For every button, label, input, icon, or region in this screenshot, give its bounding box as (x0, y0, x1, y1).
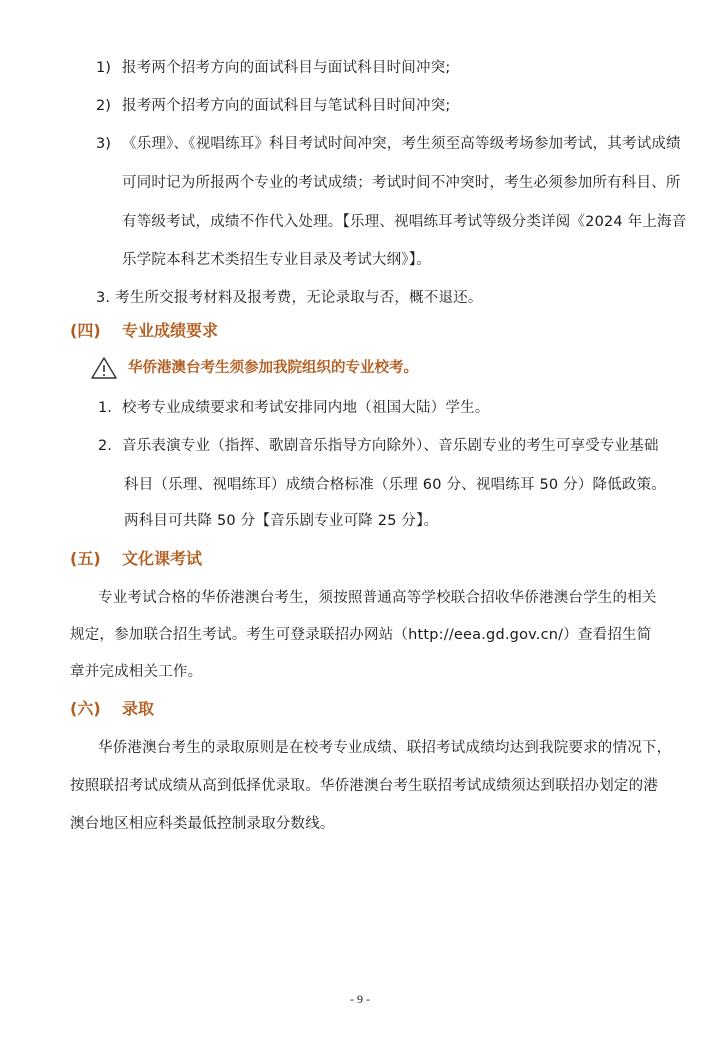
list-item-text: 有等级考试，成绩不作代入处理。【乐理、视唱练耳考试等级分类详阅《2024 年上海音 (122, 214, 687, 230)
page-number: - 9 - (350, 992, 370, 1006)
section-title: 文化课考试 (122, 549, 203, 568)
paragraph-line: 专业考试合格的华侨港澳台考生，须按照普通高等学校联合招收华侨港澳台学生的相关 (98, 590, 657, 606)
list-number: 1) (96, 60, 111, 76)
list-item-text: 报考两个招考方向的面试科目与笔试科目时间冲突; (122, 98, 451, 114)
paragraph: 3. 考生所交报考材料及报考费，无论录取与否，概不退还。 (96, 290, 483, 306)
list-number: 2. (98, 438, 112, 454)
section-title: 专业成绩要求 (122, 321, 219, 340)
list-item-text: 音乐表演专业（指挥、歌剧音乐指导方向除外）、音乐剧专业的考生可享受专业基础 (122, 438, 659, 454)
warning-text: 华侨港澳台考生须参加我院组织的专业校考。 (128, 360, 418, 376)
section-number: (四) (70, 321, 101, 340)
list-item-text: 可同时记为所报两个专业的考试成绩；考试时间不冲突时，考生必须参加所有科目、所 (122, 175, 681, 191)
section-number: (六) (70, 699, 101, 718)
section-heading (70, 320, 218, 342)
list-number: 3) (96, 136, 111, 152)
list-item-text: 乐学院本科艺术类招生专业目录及考试大纲》】。 (122, 252, 431, 268)
section-heading (70, 698, 154, 720)
list-item-text: 报考两个招考方向的面试科目与面试科目时间冲突; (122, 60, 451, 76)
paragraph-line: 华侨港澳台考生的录取原则是在校考专业成绩、联招考试成绩均达到我院要求的情况下， (98, 740, 672, 756)
list-number: 2) (96, 98, 111, 114)
list-item-text: 两科目可共降 50 分【音乐剧专业可降 25 分】。 (124, 513, 439, 529)
list-number: 1. (98, 400, 112, 416)
list-item-text: 校考专业成绩要求和考试安排同内地（祖国大陆）学生。 (122, 400, 490, 416)
paragraph-line: 按照联招考试成绩从高到低择优录取。华侨港澳台考生联招考试成绩须达到联招办划定的港 (70, 778, 658, 794)
paragraph-line: 规定，参加联合招生考试。考生可登录联招办网站（http://eea.gd.gov.cn/）查看招生简 (70, 627, 652, 643)
warning-icon (90, 356, 118, 380)
list-item-text: 《乐理》、《视唱练耳》科目考试时间冲突，考生须至高等级考场参加考试，其考试成绩 (122, 136, 681, 152)
paragraph-line: 章并完成相关工作。 (70, 664, 203, 680)
section-number: (五) (70, 549, 101, 568)
section-title: 录取 (122, 699, 155, 718)
paragraph-line: 澳台地区相应科类最低控制录取分数线。 (70, 816, 335, 832)
list-item-text: 科目（乐理、视唱练耳）成绩合格标准（乐理 60 分、视唱练耳 50 分）降低政策。 (124, 477, 667, 493)
section-heading (70, 548, 202, 570)
